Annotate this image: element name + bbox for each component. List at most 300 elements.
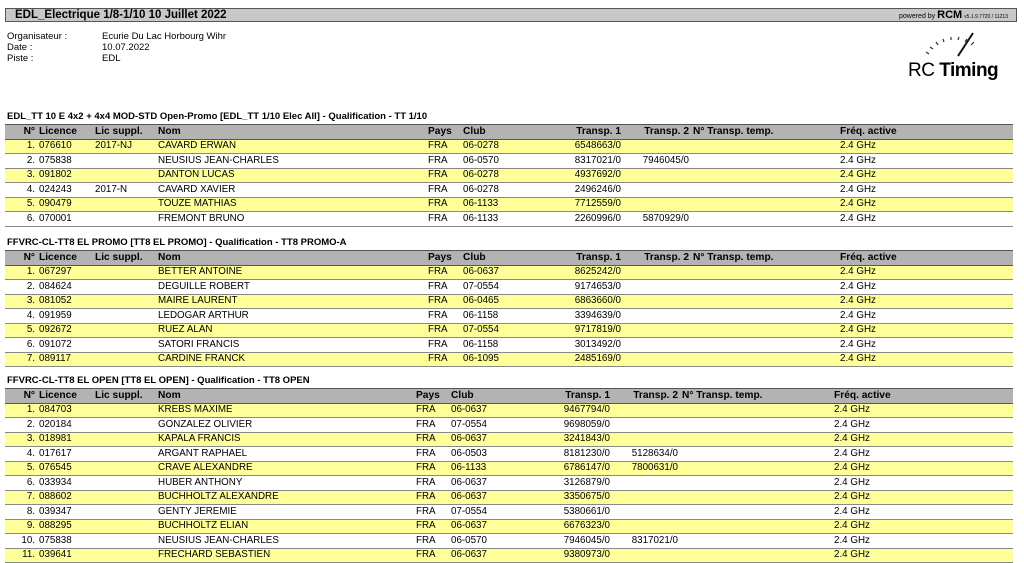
meta-organisateur-value: Ecurie Du Lac Horbourg Wihr — [102, 31, 227, 42]
section-title: EDL_TT 10 E 4x2 + 4x4 MOD-STD Open-Promo [EDL_TT 1/10 Elec All] - Qualification - TT 1/10 — [7, 111, 428, 122]
cell-licence: 088602 — [39, 490, 95, 505]
cell-lic-suppl — [95, 168, 158, 183]
column-header-lic-suppl: Lic suppl. — [95, 389, 158, 404]
cell-nom: DANTON LUCAS — [158, 168, 428, 183]
cell-club: 06-0637 — [451, 548, 546, 563]
cell-nom: DEGUILLE ROBERT — [158, 280, 250, 292]
cell-licence: 017617 — [39, 447, 72, 459]
cell-licence: 088295 — [39, 519, 95, 534]
cell-licence: 018981 — [39, 432, 95, 447]
cell-nom: BUCHHOLTZ ALEXANDRE — [158, 490, 416, 505]
cell-club: 06-0637 — [451, 432, 546, 447]
cell-nom: CRAVE ALEXANDRE — [158, 461, 416, 476]
cell-transp1: 3013492/0 — [574, 338, 621, 350]
cell-lic-suppl — [95, 154, 158, 169]
cell-lic-suppl — [95, 418, 158, 433]
cell-transp2 — [625, 352, 693, 367]
powered-by-prefix: powered by — [898, 13, 936, 20]
cell-pays: FRA — [416, 534, 436, 546]
table-row — [5, 154, 1013, 169]
column-header-lic-suppl: Lic suppl. — [95, 251, 158, 266]
cell-nom: NEUSIUS JEAN-CHARLES — [158, 154, 279, 166]
cell-freq: 2.4 GHz — [840, 212, 876, 224]
cell-freq: 2.4 GHz — [834, 447, 870, 459]
cell-pays: FRA — [428, 197, 463, 212]
column-header-club: Club — [463, 251, 557, 266]
cell-no: 4. — [26, 309, 35, 321]
cell-transp-temp — [693, 280, 840, 295]
cell-licence: 039347 — [39, 505, 72, 517]
cell-pays: FRA — [428, 139, 463, 154]
cell-no: 4. — [26, 183, 35, 195]
cell-pays: FRA — [416, 476, 436, 488]
cell-lic-suppl: 2017-N — [95, 183, 128, 195]
meta-piste — [7, 53, 226, 64]
cell-transp1: 6786147/0 — [546, 461, 614, 476]
column-header-transp1: Transp. 1 — [557, 251, 625, 266]
cell-transp-temp — [693, 294, 840, 309]
cell-club: 06-0465 — [463, 294, 557, 309]
table-row — [5, 403, 1013, 418]
cell-transp-temp — [682, 461, 834, 476]
table-row — [5, 534, 1013, 549]
cell-transp1: 3126879/0 — [563, 476, 610, 488]
table-row — [5, 309, 1013, 324]
cell-transp1: 2485169/0 — [557, 352, 625, 367]
cell-freq: 2.4 GHz — [840, 197, 1013, 212]
cell-transp1: 8317021/0 — [574, 154, 621, 166]
cell-no: 3. — [5, 294, 39, 309]
cell-freq: 2.4 GHz — [834, 505, 870, 517]
cell-nom: SATORI FRANCIS — [158, 338, 240, 350]
column-header-nom: Nom — [158, 251, 428, 266]
cell-transp2 — [614, 476, 682, 491]
cell-lic-suppl — [95, 294, 158, 309]
cell-lic-suppl — [95, 403, 158, 418]
cell-transp2 — [614, 519, 682, 534]
cell-pays: FRA — [428, 212, 448, 224]
cell-freq: 2.4 GHz — [840, 265, 1013, 280]
cell-lic-suppl — [95, 197, 158, 212]
column-header-transp2: Transp. 2 — [625, 125, 693, 140]
cell-freq: 2.4 GHz — [834, 519, 1013, 534]
cell-pays: FRA — [428, 309, 448, 321]
cell-licence: 070001 — [39, 212, 72, 224]
cell-freq: 2.4 GHz — [834, 476, 870, 488]
column-header-nom: Nom — [158, 389, 416, 404]
logo-text — [908, 60, 998, 82]
cell-pays: FRA — [428, 154, 448, 166]
cell-club: 06-0637 — [451, 519, 546, 534]
cell-licence: 039641 — [39, 548, 95, 563]
cell-transp-temp — [682, 548, 834, 563]
cell-pays: FRA — [416, 447, 436, 459]
cell-transp1: 9174653/0 — [574, 280, 621, 292]
cell-no: 5. — [5, 323, 39, 338]
cell-transp1: 9717819/0 — [557, 323, 625, 338]
cell-club: 06-1133 — [463, 212, 499, 224]
cell-no: 11. — [5, 548, 39, 563]
cell-freq: 2.4 GHz — [834, 418, 870, 430]
cell-no: 1. — [5, 403, 39, 418]
cell-transp-temp — [693, 183, 840, 198]
cell-no: 8. — [26, 505, 35, 517]
cell-club: 07-0554 — [451, 418, 487, 430]
column-header-licence: Licence — [39, 389, 95, 404]
cell-club: 06-0637 — [463, 265, 557, 280]
cell-club: 07-0554 — [451, 505, 487, 517]
cell-freq: 2.4 GHz — [834, 548, 1013, 563]
cell-no: 6. — [26, 212, 35, 224]
cell-freq: 2.4 GHz — [834, 534, 870, 546]
cell-nom: KREBS MAXIME — [158, 403, 416, 418]
cell-transp2: 7800631/0 — [614, 461, 682, 476]
cell-nom: CAVARD XAVIER — [158, 183, 236, 195]
column-header-transp1: Transp. 1 — [557, 125, 625, 140]
cell-transp1: 5380661/0 — [563, 505, 610, 517]
column-header-transp1: Transp. 1 — [546, 389, 614, 404]
cell-licence: 033934 — [39, 476, 72, 488]
cell-freq: 2.4 GHz — [840, 294, 1013, 309]
cell-lic-suppl — [95, 534, 158, 549]
cell-transp2 — [614, 432, 682, 447]
logo-text-timing: Timing — [939, 60, 999, 81]
meta-date-label: Date : — [7, 42, 33, 53]
cell-licence: 084703 — [39, 403, 95, 418]
cell-transp-temp — [682, 534, 834, 549]
cell-lic-suppl — [95, 309, 158, 324]
cell-freq: 2.4 GHz — [840, 323, 1013, 338]
cell-transp1: 3394639/0 — [574, 309, 621, 321]
column-header-no: N° — [5, 125, 39, 140]
cell-nom: GONZALEZ OLIVIER — [158, 418, 253, 430]
table-header-row — [5, 125, 1013, 140]
cell-club: 06-0637 — [451, 476, 487, 488]
cell-pays: FRA — [428, 168, 463, 183]
meta-organisateur — [7, 31, 226, 42]
cell-nom: BUCHHOLTZ ELIAN — [158, 519, 416, 534]
cell-licence: 092672 — [39, 323, 95, 338]
cell-club: 06-0278 — [463, 183, 499, 195]
cell-transp2 — [625, 280, 693, 295]
cell-transp1: 8625242/0 — [557, 265, 625, 280]
cell-transp2 — [625, 338, 693, 353]
cell-freq: 2.4 GHz — [840, 352, 1013, 367]
powered-by-version: v5.1.9.7720 / 11213 — [964, 14, 1008, 20]
table-row — [5, 183, 1013, 198]
column-header-club: Club — [463, 125, 557, 140]
cell-transp2: 7946045/0 — [642, 154, 689, 166]
cell-transp-temp — [693, 352, 840, 367]
cell-transp2 — [625, 309, 693, 324]
cell-transp2 — [625, 265, 693, 280]
cell-transp-temp — [693, 154, 840, 169]
cell-lic-suppl — [95, 432, 158, 447]
meta-organisateur-label: Organisateur : — [7, 31, 68, 42]
table-row — [5, 139, 1013, 154]
cell-pays: FRA — [416, 461, 451, 476]
cell-lic-suppl: 2017-NJ — [95, 139, 158, 154]
cell-transp1: 4937692/0 — [557, 168, 625, 183]
cell-transp1: 9380973/0 — [546, 548, 614, 563]
cell-no: 2. — [26, 154, 35, 166]
cell-pays: FRA — [416, 403, 451, 418]
cell-club: 06-0570 — [463, 154, 499, 166]
cell-licence: 076610 — [39, 139, 95, 154]
table-row — [5, 280, 1013, 295]
cell-transp-temp — [693, 168, 840, 183]
cell-club: 07-0554 — [463, 323, 557, 338]
cell-club: 06-0278 — [463, 168, 557, 183]
cell-pays: FRA — [428, 323, 463, 338]
cell-nom: LEDOGAR ARTHUR — [158, 309, 249, 321]
cell-transp-temp — [682, 432, 834, 447]
cell-nom: CAVARD ERWAN — [158, 139, 428, 154]
cell-transp-temp — [693, 309, 840, 324]
cell-transp1: 7712559/0 — [557, 197, 625, 212]
cell-transp2 — [614, 418, 682, 433]
results-table — [5, 124, 1013, 227]
table-row — [5, 505, 1013, 520]
cell-no: 7. — [5, 490, 39, 505]
cell-pays: FRA — [428, 294, 463, 309]
table-row — [5, 265, 1013, 280]
cell-transp2 — [625, 183, 693, 198]
rc-timing-logo — [903, 30, 1009, 84]
cell-lic-suppl — [95, 490, 158, 505]
cell-pays: FRA — [416, 418, 436, 430]
cell-pays: FRA — [428, 352, 463, 367]
cell-transp2 — [625, 197, 693, 212]
cell-freq: 2.4 GHz — [834, 490, 1013, 505]
cell-lic-suppl — [95, 212, 158, 227]
cell-no: 5. — [5, 461, 39, 476]
meta-piste-label: Piste : — [7, 53, 34, 64]
cell-lic-suppl — [95, 447, 158, 462]
cell-freq: 2.4 GHz — [840, 168, 1013, 183]
cell-nom: FRECHARD SEBASTIEN — [158, 548, 416, 563]
cell-transp-temp — [693, 197, 840, 212]
title-bar — [5, 8, 1017, 22]
cell-no: 4. — [26, 447, 35, 459]
cell-lic-suppl — [95, 352, 158, 367]
cell-transp-temp — [682, 490, 834, 505]
cell-no: 2. — [26, 418, 35, 430]
cell-transp2: 5128634/0 — [631, 447, 678, 459]
cell-club: 06-1095 — [463, 352, 557, 367]
cell-lic-suppl — [95, 519, 158, 534]
meta-piste-value: EDL — [102, 53, 121, 64]
cell-pays: FRA — [416, 490, 451, 505]
table-row — [5, 476, 1013, 491]
table-row — [5, 212, 1013, 227]
cell-transp1: 6548663/0 — [557, 139, 625, 154]
cell-transp2 — [614, 548, 682, 563]
cell-lic-suppl — [95, 280, 158, 295]
cell-transp2 — [625, 139, 693, 154]
section-title: FFVRC-CL-TT8 EL OPEN [TT8 EL OPEN] - Qualification - TT8 OPEN — [7, 375, 310, 386]
powered-by — [899, 9, 1008, 24]
column-header-lic-suppl: Lic suppl. — [95, 125, 158, 140]
cell-nom: TOUZE MATHIAS — [158, 197, 428, 212]
cell-licence: 089117 — [39, 352, 95, 367]
cell-nom: NEUSIUS JEAN-CHARLES — [158, 534, 279, 546]
table-row — [5, 197, 1013, 212]
cell-transp2 — [625, 168, 693, 183]
column-header-nom: Nom — [158, 125, 428, 140]
cell-transp2 — [614, 490, 682, 505]
cell-club: 06-0503 — [451, 447, 487, 459]
column-header-transp-temp: N° Transp. temp. — [693, 251, 840, 266]
cell-transp1: 6863660/0 — [557, 294, 625, 309]
cell-transp1: 6676323/0 — [546, 519, 614, 534]
cell-club: 06-1133 — [463, 197, 557, 212]
cell-club: 06-0637 — [451, 490, 546, 505]
cell-transp-temp — [693, 338, 840, 353]
column-header-pays: Pays — [428, 125, 463, 140]
column-header-transp2: Transp. 2 — [625, 251, 693, 266]
cell-licence: 067297 — [39, 265, 95, 280]
cell-transp2: 8317021/0 — [631, 534, 678, 546]
table-row — [5, 418, 1013, 433]
table-row — [5, 548, 1013, 563]
results-table — [5, 250, 1013, 367]
table-header-row — [5, 389, 1013, 404]
cell-transp-temp — [682, 519, 834, 534]
cell-transp-temp — [682, 418, 834, 433]
cell-no: 9. — [5, 519, 39, 534]
column-header-no: N° — [5, 389, 39, 404]
cell-transp1: 3241843/0 — [546, 432, 614, 447]
cell-freq: 2.4 GHz — [840, 183, 876, 195]
cell-transp-temp — [693, 212, 840, 227]
gauge-icon — [903, 30, 1009, 62]
cell-transp1: 7946045/0 — [563, 534, 610, 546]
cell-nom: CARDINE FRANCK — [158, 352, 428, 367]
cell-club: 06-1158 — [463, 309, 499, 321]
cell-transp2: 5870929/0 — [642, 212, 689, 224]
column-header-transp2: Transp. 2 — [614, 389, 682, 404]
table-row — [5, 338, 1013, 353]
cell-no: 3. — [5, 432, 39, 447]
column-header-club: Club — [451, 389, 546, 404]
cell-lic-suppl — [95, 505, 158, 520]
cell-no: 1. — [5, 139, 39, 154]
cell-licence: 020184 — [39, 418, 72, 430]
cell-licence: 084624 — [39, 280, 72, 292]
cell-no: 7. — [5, 352, 39, 367]
cell-nom: KAPALA FRANCIS — [158, 432, 416, 447]
cell-pays: FRA — [428, 265, 463, 280]
cell-freq: 2.4 GHz — [834, 403, 1013, 418]
cell-nom: RUEZ ALAN — [158, 323, 428, 338]
column-header-licence: Licence — [39, 125, 95, 140]
cell-club: 06-0570 — [451, 534, 487, 546]
column-header-transp-temp: N° Transp. temp. — [693, 125, 840, 140]
cell-freq: 2.4 GHz — [834, 432, 1013, 447]
cell-club: 07-0554 — [463, 280, 499, 292]
cell-transp-temp — [682, 476, 834, 491]
cell-pays: FRA — [428, 183, 448, 195]
cell-licence: 081052 — [39, 294, 95, 309]
cell-transp1: 8181230/0 — [563, 447, 610, 459]
cell-licence: 075838 — [39, 154, 72, 166]
table-row — [5, 461, 1013, 476]
cell-transp2 — [614, 505, 682, 520]
table-row — [5, 323, 1013, 338]
cell-club: 06-1133 — [451, 461, 546, 476]
column-header-transp-temp: N° Transp. temp. — [682, 389, 834, 404]
cell-licence: 091072 — [39, 338, 72, 350]
column-header-freq: Fréq. active — [834, 389, 1013, 404]
table-row — [5, 352, 1013, 367]
cell-club: 06-0637 — [451, 403, 546, 418]
section-title: FFVRC-CL-TT8 EL PROMO [TT8 EL PROMO] - Qualification - TT8 PROMO-A — [7, 237, 347, 248]
cell-no: 5. — [5, 197, 39, 212]
cell-pays: FRA — [416, 548, 451, 563]
cell-nom: HUBER ANTHONY — [158, 476, 243, 488]
cell-nom: MAIRE LAURENT — [158, 294, 428, 309]
table-row — [5, 168, 1013, 183]
cell-transp-temp — [693, 323, 840, 338]
cell-nom: BETTER ANTOINE — [158, 265, 428, 280]
cell-transp2 — [625, 294, 693, 309]
cell-lic-suppl — [95, 265, 158, 280]
cell-no: 6. — [26, 476, 35, 488]
column-header-freq: Fréq. active — [840, 251, 1013, 266]
results-table — [5, 388, 1013, 563]
cell-lic-suppl — [95, 476, 158, 491]
table-row — [5, 294, 1013, 309]
cell-transp1: 2260996/0 — [574, 212, 621, 224]
column-header-licence: Licence — [39, 251, 95, 266]
cell-freq: 2.4 GHz — [840, 280, 876, 292]
event-meta — [7, 31, 226, 64]
cell-pays: FRA — [428, 280, 448, 292]
cell-transp-temp — [693, 139, 840, 154]
cell-freq: 2.4 GHz — [840, 309, 876, 321]
cell-pays: FRA — [416, 519, 451, 534]
column-header-freq: Fréq. active — [840, 125, 1013, 140]
meta-date-value: 10.07.2022 — [102, 42, 150, 53]
cell-club: 06-1158 — [463, 338, 499, 350]
cell-transp1: 9698059/0 — [563, 418, 610, 430]
cell-pays: FRA — [416, 505, 436, 517]
document-title: EDL_Electrique 1/8-1/10 10 Juillet 2022 — [15, 9, 227, 21]
powered-by-brand: RCM — [937, 9, 963, 21]
table-row — [5, 447, 1013, 462]
cell-no: 10. — [21, 534, 35, 546]
cell-licence: 090479 — [39, 197, 95, 212]
cell-licence: 076545 — [39, 461, 95, 476]
cell-transp1: 9467794/0 — [546, 403, 614, 418]
logo-text-rc: RC — [908, 60, 935, 81]
cell-transp1: 3350675/0 — [546, 490, 614, 505]
cell-transp-temp — [682, 505, 834, 520]
cell-no: 2. — [26, 280, 35, 292]
cell-freq: 2.4 GHz — [840, 154, 876, 166]
cell-club: 06-0278 — [463, 139, 557, 154]
cell-freq: 2.4 GHz — [840, 139, 1013, 154]
cell-pays: FRA — [428, 338, 448, 350]
column-header-pays: Pays — [416, 389, 451, 404]
cell-no: 1. — [5, 265, 39, 280]
cell-transp1: 2496246/0 — [574, 183, 621, 195]
cell-lic-suppl — [95, 548, 158, 563]
cell-nom: FREMONT BRUNO — [158, 212, 245, 224]
table-row — [5, 490, 1013, 505]
cell-lic-suppl — [95, 338, 158, 353]
